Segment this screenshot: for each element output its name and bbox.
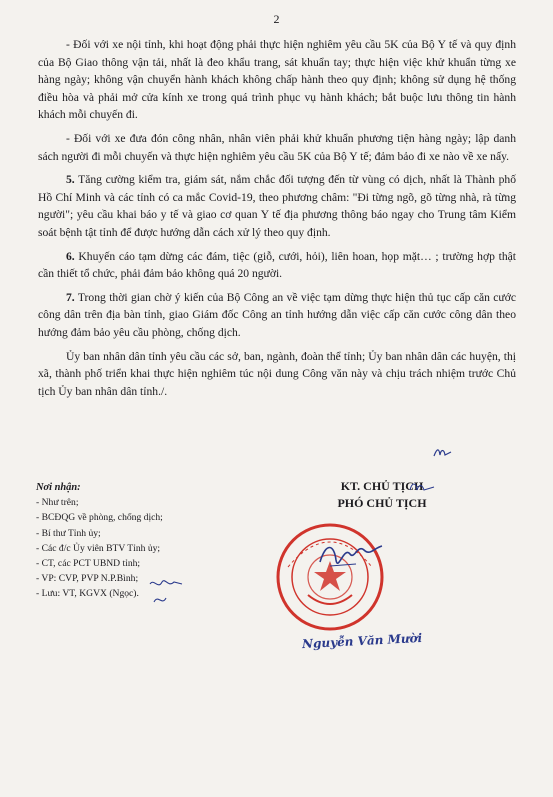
item-number: 5. xyxy=(66,173,75,187)
recipient-item: - Lưu: VT, KGVX (Ngọc). xyxy=(36,588,139,600)
item-number: 7. xyxy=(66,290,75,304)
recipient-item: - Bí thư Tỉnh ủy; xyxy=(36,527,101,539)
recipient-item: - Như trên; xyxy=(36,497,79,509)
signer-title xyxy=(282,478,482,512)
signer-name: Nguyễn Văn Mười xyxy=(301,630,423,652)
item-text: Tăng cường kiểm tra, giám sát, nắm chắc đối tượng đến từ vùng có dịch, nhất là Thành phố Hồ Chí Minh và các tỉnh có ca mắc Covid-19, theo phương châm: "Đi từng ngõ, gõ từng nhà, rà từng người"; yêu cầu khai báo y tế và giao cơ quan Y tế địa phương thông báo ngay cho Trung tâm Kiểm soát bệnh tật tỉnh để được hướng dẫn cách xử lý theo quy định. xyxy=(38,173,516,239)
recipient-item: - Các đ/c Ủy viên BTV Tỉnh ủy; xyxy=(36,542,161,554)
recipient-initials-icon xyxy=(148,576,188,610)
numbered-item-7 xyxy=(38,289,516,342)
page-number: 2 xyxy=(273,12,280,26)
recipient-item: - VP: CVP, PVP N.P.Bình; xyxy=(36,573,139,585)
recipient-item: - BCĐQG về phòng, chống dịch; xyxy=(36,512,163,524)
signature-block xyxy=(0,478,553,797)
item-text: Trong thời gian chờ ý kiến của Bộ Công an về việc tạm dừng thực hiện thủ tục cấp căn cước công dân trên địa bàn tỉnh, giao Giám đốc Công an tỉnh hướng dẫn việc cấp căn cước công dân theo hướng đảm bảo yêu cầu phòng, chống dịch. xyxy=(38,290,516,339)
signature-scribble-icon xyxy=(316,536,386,576)
title-initials-icon xyxy=(408,480,436,494)
numbered-item-6 xyxy=(38,248,516,283)
recipient-item: - CT, các PCT UBND tỉnh; xyxy=(36,558,141,570)
paragraph-inprovince-vehicles: - Đối với xe nội tỉnh, khi hoạt động phải thực hiện nghiêm yêu cầu 5K của Bộ Y tế và quy định của Bộ Giao thông vận tải, nhất là đeo khẩu trang, sát khuẩn tay; thực hiện việc khử khuẩn từng xe hàng ngày; không vận chuyển hành khách không chấp hành theo quy định; không sử dụng hệ thống điều hòa và phải mở cửa kính xe trong quá trình phục vụ hành khách; bắt buộc lưu thông tin hành khách mỗi chuyến đi. xyxy=(38,38,516,122)
closing-paragraph: Ủy ban nhân dân tỉnh yêu cầu các sở, ban, ngành, đoàn thể tỉnh; Ủy ban nhân dân các huyện, thị xã, thành phố triển khai thực hiện nghiêm túc nội dung Công văn này và chịu trách nhiệm trước Chủ tịch Ủy ban nhân dân tỉnh./. xyxy=(38,349,516,398)
item-text: Khuyến cáo tạm dừng các đám, tiệc (giỗ, cưới, hỏi), liên hoan, họp mặt… ; trường hợp thật cần thiết tổ chức, phải đảm bảo không quá 20 người. xyxy=(38,249,516,281)
recipients-title: Nơi nhận: xyxy=(36,482,81,493)
document-body xyxy=(38,36,516,406)
signer-line-2: PHÓ CHỦ TỊCH xyxy=(337,496,427,510)
paragraph-worker-shuttles: - Đối với xe đưa đón công nhân, nhân viên phải khử khuẩn phương tiện hàng ngày; lập danh sách người đi mỗi chuyến và thực hiện nghiêm yêu cầu 5K của Bộ Y tế; đảm bảo đi xe nào về xe nấy. xyxy=(38,131,516,163)
initials-mark-icon xyxy=(432,446,454,460)
numbered-item-5 xyxy=(38,171,516,241)
signer-line-1: KT. CHỦ TỊCH xyxy=(340,479,424,493)
item-number: 6. xyxy=(66,249,75,263)
